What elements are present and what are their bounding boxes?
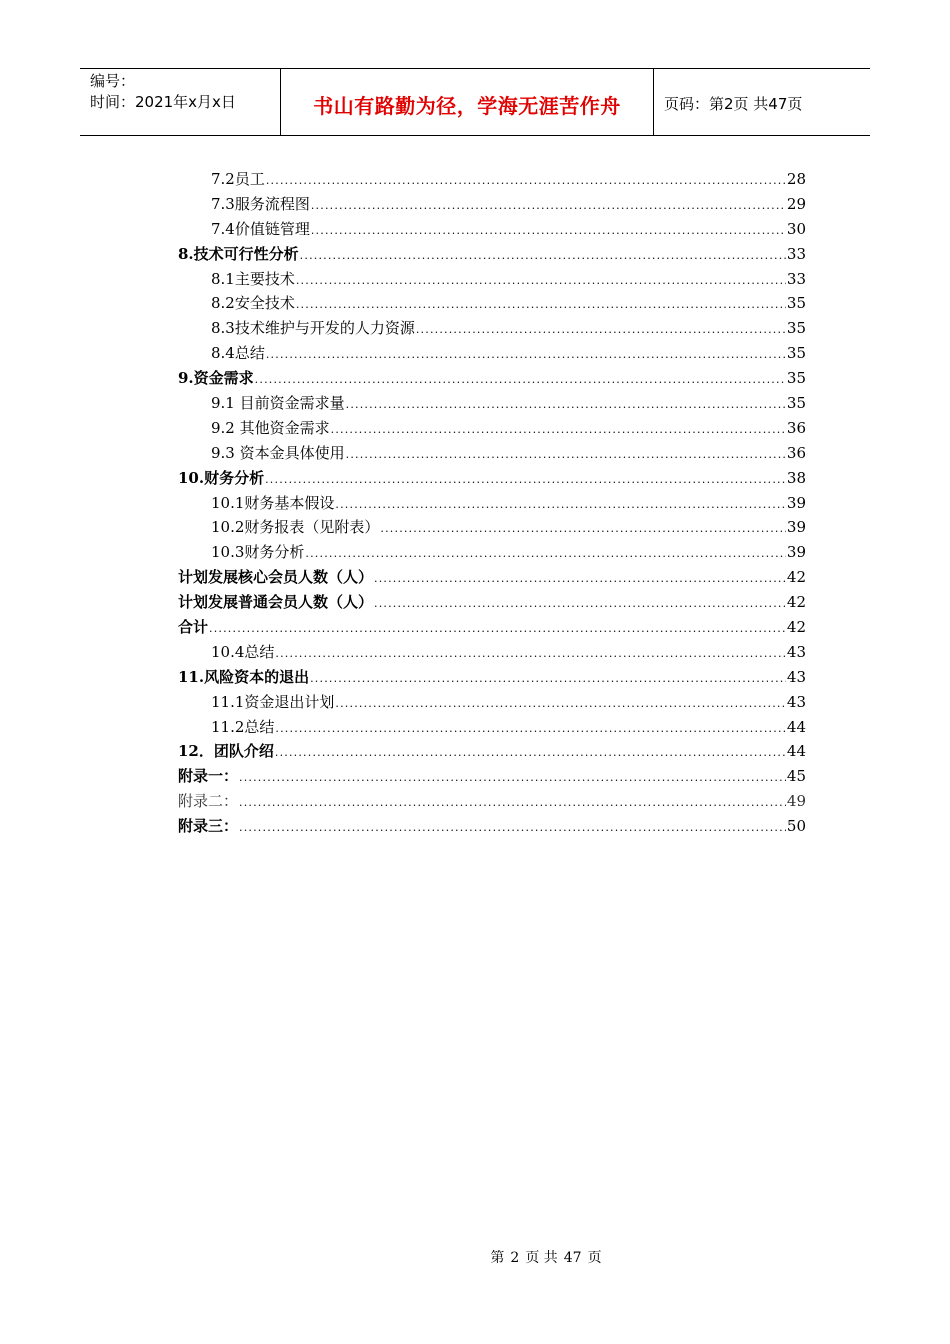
- toc-entry-page: 44: [786, 742, 806, 761]
- header-motto: 书山有路勤为径，学海无涯苦作舟: [281, 69, 654, 135]
- toc-dot-leader: [311, 224, 786, 237]
- toc-dot-leader: [255, 373, 786, 386]
- toc-entry-title: 10.4总结: [211, 642, 275, 661]
- toc-entry-title: 11.1资金退出计划: [211, 692, 335, 711]
- toc-entry-title: 附录三：: [178, 817, 239, 836]
- toc-entry-page: 39: [786, 543, 806, 562]
- footer-prefix: 第: [490, 1250, 505, 1266]
- document-time-label: 时间：2021年x月x日: [90, 93, 236, 111]
- toc-entry[interactable]: [178, 193, 806, 218]
- toc-dot-leader: [346, 448, 786, 461]
- toc-entry-page: 45: [786, 767, 806, 786]
- toc-entry-title: 计划发展核心会员人数（人）: [178, 568, 374, 587]
- toc-dot-leader: [305, 547, 786, 560]
- toc-entry-title: 8.2安全技术: [211, 294, 295, 313]
- toc-entry-page: 35: [786, 369, 806, 388]
- toc-dot-leader: [239, 771, 786, 784]
- toc-entry-title: 10.3财务分析: [211, 543, 305, 562]
- toc-entry[interactable]: [178, 268, 806, 293]
- toc-entry[interactable]: [178, 691, 806, 716]
- toc-entry-page: 35: [786, 394, 806, 413]
- page-header: [80, 68, 870, 136]
- toc-entry-page: 35: [786, 319, 806, 338]
- toc-dot-leader: [346, 398, 786, 411]
- header-meta: [80, 69, 281, 135]
- toc-entry-title: 计划发展普通会员人数（人）: [178, 593, 374, 612]
- toc-entry-page: 36: [786, 418, 806, 437]
- toc-entry[interactable]: [178, 666, 806, 691]
- toc-dot-leader: [265, 473, 786, 486]
- table-of-contents: [178, 168, 806, 840]
- toc-dot-leader: [239, 821, 786, 834]
- toc-entry-title: 9.2 其他资金需求: [211, 418, 330, 437]
- toc-entry[interactable]: [178, 815, 806, 840]
- toc-entry[interactable]: [178, 467, 806, 492]
- toc-entry-page: 50: [786, 817, 806, 836]
- header-page-label: 页码：第2页 共47页: [664, 94, 803, 113]
- toc-entry-page: 43: [786, 642, 806, 661]
- toc-entry-title: 合计: [178, 618, 209, 637]
- toc-entry-title: 9.3 资本金具体使用: [211, 443, 345, 462]
- toc-dot-leader: [374, 597, 786, 610]
- toc-entry-title: 8.3技术维护与开发的人力资源: [211, 319, 415, 338]
- toc-entry-page: 43: [786, 692, 806, 711]
- toc-entry[interactable]: [178, 392, 806, 417]
- toc-entry[interactable]: [178, 790, 806, 815]
- toc-entry-page: 39: [786, 518, 806, 537]
- toc-entry-title: 7.3服务流程图: [211, 194, 310, 213]
- toc-entry-title: 11.风险资本的退出: [178, 667, 310, 686]
- toc-entry[interactable]: [178, 243, 806, 268]
- toc-entry[interactable]: [178, 218, 806, 243]
- toc-dot-leader: [296, 298, 786, 311]
- toc-entry-page: 35: [786, 344, 806, 363]
- toc-entry[interactable]: [178, 492, 806, 517]
- toc-entry-page: 42: [786, 568, 806, 587]
- toc-dot-leader: [300, 249, 786, 262]
- toc-dot-leader: [296, 274, 786, 287]
- toc-entry[interactable]: [178, 566, 806, 591]
- toc-entry-title: 10.1财务基本假设: [211, 493, 335, 512]
- toc-entry[interactable]: [178, 292, 806, 317]
- toc-entry-title: 8.技术可行性分析: [178, 244, 299, 263]
- toc-entry-page: 35: [786, 294, 806, 313]
- toc-dot-leader: [266, 174, 786, 187]
- toc-entry[interactable]: [178, 541, 806, 566]
- toc-entry-page: 42: [786, 618, 806, 637]
- toc-dot-leader: [311, 199, 786, 212]
- toc-entry-title: 附录一：: [178, 767, 239, 786]
- toc-entry-page: 28: [786, 170, 806, 188]
- toc-entry-title: 10.2财务报表（见附表）: [211, 518, 380, 537]
- toc-dot-leader: [275, 647, 786, 660]
- toc-dot-leader: [416, 323, 786, 336]
- toc-entry-title: 8.4总结: [211, 344, 265, 363]
- toc-entry-page: 42: [786, 593, 806, 612]
- footer-suffix: 页: [587, 1250, 602, 1266]
- toc-entry[interactable]: [178, 342, 806, 367]
- toc-entry-title: 附录二：: [178, 792, 239, 811]
- toc-entry[interactable]: [178, 442, 806, 467]
- footer-total-pages: 47: [563, 1250, 582, 1266]
- toc-entry-title: 11.2总结: [211, 717, 275, 736]
- toc-dot-leader: [310, 672, 786, 685]
- toc-dot-leader: [239, 796, 786, 809]
- document-number-label: 编号：: [90, 72, 136, 90]
- toc-dot-leader: [380, 522, 786, 535]
- toc-entry-page: 29: [786, 194, 806, 213]
- toc-entry[interactable]: [178, 516, 806, 541]
- toc-entry[interactable]: [178, 740, 806, 765]
- toc-entry-title: 9.资金需求: [178, 369, 254, 388]
- toc-entry-page: 36: [786, 443, 806, 462]
- toc-entry[interactable]: [178, 641, 806, 666]
- toc-entry-page: 33: [786, 269, 806, 288]
- toc-entry-page: 33: [786, 244, 806, 263]
- toc-dot-leader: [335, 498, 786, 511]
- toc-dot-leader: [275, 746, 786, 759]
- toc-entry-title: 8.1主要技术: [211, 269, 295, 288]
- toc-entry[interactable]: [178, 417, 806, 442]
- toc-entry-page: 30: [786, 219, 806, 238]
- toc-dot-leader: [374, 572, 786, 585]
- toc-entry-title: 9.1 目前资金需求量: [211, 394, 345, 413]
- toc-entry[interactable]: [178, 765, 806, 790]
- toc-entry[interactable]: [178, 367, 806, 392]
- toc-entry[interactable]: [178, 616, 806, 641]
- toc-dot-leader: [335, 697, 786, 710]
- toc-entry-page: 38: [786, 468, 806, 487]
- toc-dot-leader: [275, 722, 786, 735]
- toc-dot-leader: [266, 348, 786, 361]
- toc-entry-title: 7.2员工: [211, 170, 265, 188]
- toc-entry[interactable]: [178, 317, 806, 342]
- page-footer: [0, 1247, 950, 1267]
- toc-entry-page: 44: [786, 717, 806, 736]
- toc-entry-page: 43: [786, 667, 806, 686]
- footer-middle: 页 共: [525, 1250, 558, 1266]
- toc-entry[interactable]: [178, 716, 806, 741]
- toc-entry-title: 12．团队介绍: [178, 742, 274, 761]
- footer-current-page: 2: [510, 1250, 520, 1266]
- toc-entry-page: 39: [786, 493, 806, 512]
- toc-dot-leader: [331, 423, 786, 436]
- toc-dot-leader: [209, 622, 786, 635]
- toc-entry[interactable]: [178, 168, 806, 193]
- toc-entry-title: 10.财务分析: [178, 468, 265, 487]
- toc-entry[interactable]: [178, 591, 806, 616]
- toc-entry-page: 49: [786, 792, 806, 811]
- toc-entry-title: 7.4价值链管理: [211, 219, 310, 238]
